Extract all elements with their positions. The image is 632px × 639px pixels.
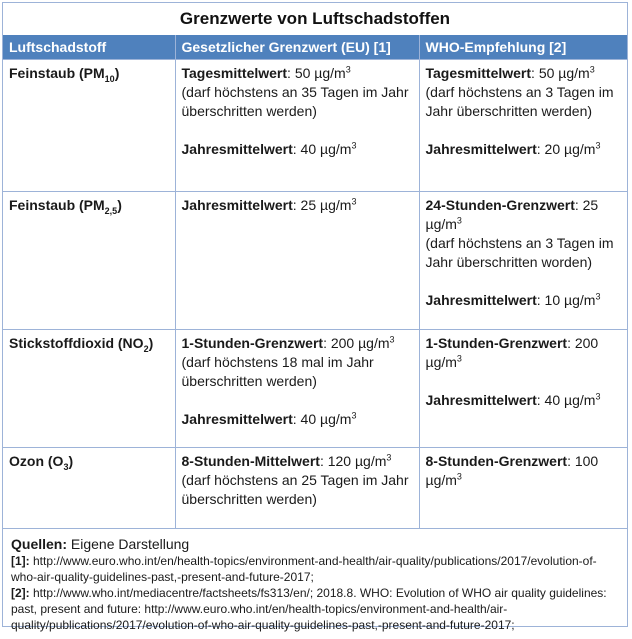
header-row	[3, 35, 627, 60]
eu-limit-cell: 1-Stunden-Grenzwert: 200 $\mu g/m^3$ (darf höchstens 18 mal im Jahr überschritten werden) Jahresmittelwert: 40 $\mu g/m^3$	[175, 330, 419, 448]
sources-section	[3, 528, 627, 639]
header-who-recommendation: WHO-Empfehlung [2]	[419, 35, 627, 60]
sources-text: Eigene Darstellung	[67, 535, 190, 552]
table-row	[3, 60, 627, 192]
ref2-label: [2]:	[11, 585, 30, 600]
who-recommendation-cell: 8-Stunden-Grenzwert: 100 $\mu g/m^3$	[419, 448, 627, 528]
ref1-label: [1]:	[11, 553, 30, 568]
who-recommendation-cell: Tagesmittelwert: 50 $\mu g/m^3$ (darf höchstens an 3 Tagen im Jahr überschritten werden) Jahresmittelwert: 20 $\mu g/m^3$	[419, 60, 627, 192]
limits-table	[3, 35, 627, 528]
pollutant-name: Feinstaub $(PM_{10})$	[3, 60, 175, 192]
ref2-text: http://www.who.int/mediacentre/factsheets/fs313/en/; 2018.8. WHO: Evolution of WHO air quality guidelines: past, present and future: http://www.euro.who.int/en/health-topics/environment-and-health/air-quality/publications/2017/evolution-of-who-air-quality-guidelines-past,-present-and-future-2017;	[11, 585, 607, 632]
eu-limit-cell: 8-Stunden-Mittelwert: 120 $\mu g/m^3$ (darf höchstens an 25 Tagen im Jahr überschritten werden)	[175, 448, 419, 528]
table-title: Grenzwerte von Luftschadstoffen	[179, 9, 451, 28]
who-recommendation-cell: 1-Stunden-Grenzwert: 200 $\mu g/m^3$ Jahresmittelwert: 40 $\mu g/m^3$	[419, 330, 627, 448]
table-row	[3, 330, 627, 448]
ref1-text: http://www.euro.who.int/en/health-topics/environment-and-health/air-quality/publications/2017/evolution-of-who-air-quality-guidelines-past,-present-and-future-2017;	[11, 553, 597, 584]
header-eu-limit: Gesetzlicher Grenzwert (EU) [1]	[175, 35, 419, 60]
pollutant-limits-table-frame	[2, 2, 628, 632]
pollutant-name: Stickstoffdioxid $(NO_2)$	[3, 330, 175, 448]
who-recommendation-cell: 24-Stunden-Grenzwert: 25 $\mu g/m^3$ (darf höchstens an 3 Tagen im Jahr überschritten worden) Jahresmittelwert: 10 $\mu g/m^3$	[419, 192, 627, 330]
eu-limit-cell: Tagesmittelwert: 50 $\mu g/m^3$ (darf höchstens an 35 Tagen im Jahr überschritten werden) Jahresmittelwert: 40 $\mu g/m^3$	[175, 60, 419, 192]
sources-label: Quellen:	[11, 535, 68, 552]
header-pollutant: Luftschadstoff	[3, 35, 175, 60]
table-row	[3, 192, 627, 330]
eu-limit-cell: Jahresmittelwert: 25 $\mu g/m^3$	[175, 192, 419, 330]
pollutant-name: Ozon $(O_3)$	[3, 448, 175, 528]
pollutant-name: Feinstaub $(PM_{2,5})$	[3, 192, 175, 330]
table-row	[3, 448, 627, 528]
